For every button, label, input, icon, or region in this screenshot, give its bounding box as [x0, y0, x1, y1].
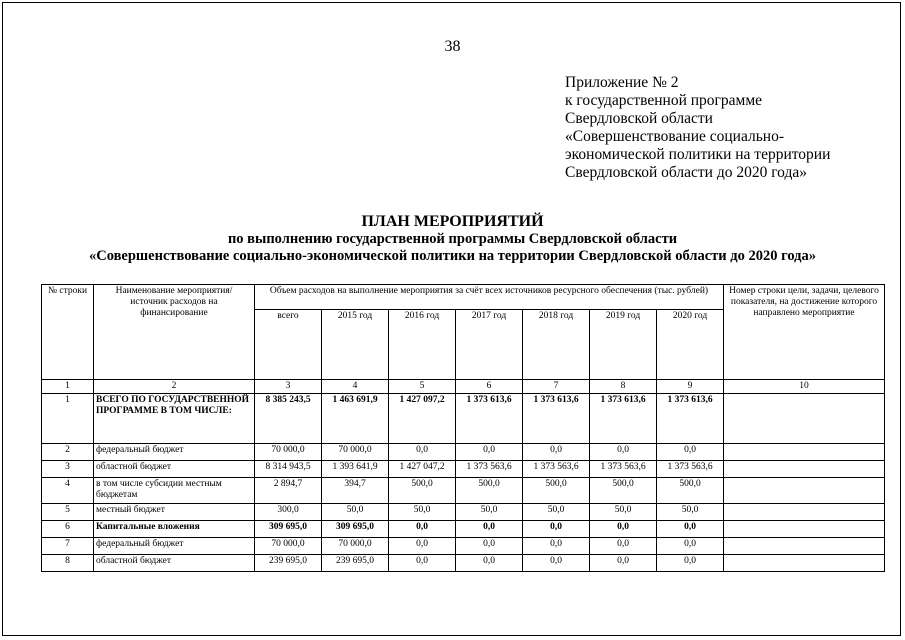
amount-cell-y2016: 500,0: [389, 478, 456, 504]
amount-cell-y2018: 0,0: [523, 555, 590, 572]
target-row-cell: [724, 504, 885, 521]
amount-cell-y2019: 0,0: [590, 538, 657, 555]
header-activity-name: Наименование мероприятия/ источник расходов на финансирование: [94, 285, 255, 380]
amount-cell-y2015: 50,0: [322, 504, 389, 521]
table-row: [42, 538, 885, 555]
title-subtitle: по выполнению государственной программы Свердловской области: [227, 231, 678, 247]
plan-table-body: [42, 394, 885, 572]
amount-cell-y2016: 1 427 047,2: [389, 461, 456, 478]
column-number: 2: [94, 380, 255, 394]
header-year-2018: 2018 год: [523, 310, 590, 380]
plan-table: [41, 284, 885, 572]
title-main: ПЛАН МЕРОПРИЯТИЙ: [361, 213, 544, 230]
row-number-cell: 7: [42, 538, 94, 555]
activity-name-cell: областной бюджет: [94, 461, 255, 478]
activity-name-cell: местный бюджет: [94, 504, 255, 521]
amount-cell-y2018: 0,0: [523, 521, 590, 538]
activity-name-cell: областной бюджет: [94, 555, 255, 572]
amount-cell-y2016: 0,0: [389, 444, 456, 461]
header-year-2015: 2015 год: [322, 310, 389, 380]
row-number-cell: 6: [42, 521, 94, 538]
target-row-cell: [724, 478, 885, 504]
amount-cell-y2020: 1 373 613,6: [657, 394, 724, 444]
appendix-line: Свердловской области: [565, 110, 713, 127]
header-year-2017: 2017 год: [456, 310, 523, 380]
amount-cell-y2015: 394,7: [322, 478, 389, 504]
row-number-cell: 3: [42, 461, 94, 478]
header-target-row: Номер строки цели, задачи, целевого показателя, на достижение которого направлено мероприятие: [724, 285, 885, 380]
activity-name-cell: в том числе субсидии местным бюджетам: [94, 478, 255, 504]
amount-cell-y2020: 500,0: [657, 478, 724, 504]
activity-name-cell: Капитальные вложения: [94, 521, 255, 538]
column-number: 7: [523, 380, 590, 394]
amount-cell-y2015: 70 000,0: [322, 538, 389, 555]
column-number: 10: [724, 380, 885, 394]
appendix-line: «Совершенствование социально-: [565, 128, 785, 145]
table-row: [42, 394, 885, 444]
amount-cell-y2019: 1 373 613,6: [590, 394, 657, 444]
column-number: 4: [322, 380, 389, 394]
amount-cell-y2018: 0,0: [523, 444, 590, 461]
amount-cell-y2017: 0,0: [456, 521, 523, 538]
amount-cell-y2019: 1 373 563,6: [590, 461, 657, 478]
target-row-cell: [724, 394, 885, 444]
amount-cell-y2020: 1 373 563,6: [657, 461, 724, 478]
appendix-note: [565, 74, 895, 182]
activity-name-cell: федеральный бюджет: [94, 538, 255, 555]
title-program: «Совершенствование социально-экономической политики на территории Свердловской области до 2020 года»: [88, 248, 817, 264]
amount-cell-y2017: 0,0: [456, 538, 523, 555]
amount-cell-y2016: 50,0: [389, 504, 456, 521]
header-year-2020: 2020 год: [657, 310, 724, 380]
amount-cell-y2018: 1 373 563,6: [523, 461, 590, 478]
appendix-line: Приложение № 2: [565, 74, 679, 91]
column-number: 1: [42, 380, 94, 394]
amount-cell-y2017: 1 373 613,6: [456, 394, 523, 444]
table-row: [42, 444, 885, 461]
appendix-line: экономической политики на территории: [565, 146, 831, 163]
target-row-cell: [724, 555, 885, 572]
header-year-2016: 2016 год: [389, 310, 456, 380]
column-number: 6: [456, 380, 523, 394]
amount-cell-y2018: 1 373 613,6: [523, 394, 590, 444]
amount-cell-y2020: 0,0: [657, 444, 724, 461]
activity-name-cell: федеральный бюджет: [94, 444, 255, 461]
header-total: всего: [255, 310, 322, 380]
header-expense-volume: Объем расходов на выполнение мероприятия за счёт всех источников ресурсного обеспечения (тыс. рублей): [255, 285, 724, 310]
amount-cell-y2017: 1 373 563,6: [456, 461, 523, 478]
amount-cell-y2015: 309 695,0: [322, 521, 389, 538]
row-number-cell: 2: [42, 444, 94, 461]
activity-name-cell: ВСЕГО ПО ГОСУДАРСТВЕННОЙ ПРОГРАММЕ В ТОМ ЧИСЛЕ:: [94, 394, 255, 444]
table-row: [42, 521, 885, 538]
target-row-cell: [724, 461, 885, 478]
amount-cell-total: 70 000,0: [255, 444, 322, 461]
amount-cell-total: 300,0: [255, 504, 322, 521]
appendix-line: Свердловской области до 2020 года»: [565, 164, 807, 181]
amount-cell-y2016: 0,0: [389, 555, 456, 572]
row-number-cell: 5: [42, 504, 94, 521]
amount-cell-total: 2 894,7: [255, 478, 322, 504]
amount-cell-y2020: 0,0: [657, 521, 724, 538]
column-number: 3: [255, 380, 322, 394]
amount-cell-y2020: 0,0: [657, 538, 724, 555]
amount-cell-y2017: 0,0: [456, 444, 523, 461]
amount-cell-y2019: 50,0: [590, 504, 657, 521]
target-row-cell: [724, 538, 885, 555]
amount-cell-y2017: 500,0: [456, 478, 523, 504]
row-number-cell: 1: [42, 394, 94, 444]
amount-cell-y2018: 500,0: [523, 478, 590, 504]
amount-cell-y2017: 50,0: [456, 504, 523, 521]
page-number: 38: [444, 38, 461, 55]
amount-cell-y2015: 70 000,0: [322, 444, 389, 461]
target-row-cell: [724, 521, 885, 538]
amount-cell-y2020: 50,0: [657, 504, 724, 521]
amount-cell-y2019: 500,0: [590, 478, 657, 504]
amount-cell-total: 309 695,0: [255, 521, 322, 538]
column-number: 5: [389, 380, 456, 394]
amount-cell-y2016: 0,0: [389, 521, 456, 538]
amount-cell-y2019: 0,0: [590, 521, 657, 538]
amount-cell-y2015: 1 463 691,9: [322, 394, 389, 444]
amount-cell-y2019: 0,0: [590, 444, 657, 461]
table-row: [42, 504, 885, 521]
amount-cell-y2020: 0,0: [657, 555, 724, 572]
table-row: [42, 461, 885, 478]
amount-cell-total: 239 695,0: [255, 555, 322, 572]
amount-cell-y2016: 0,0: [389, 538, 456, 555]
column-number: 9: [657, 380, 724, 394]
column-number: 8: [590, 380, 657, 394]
table-row: [42, 555, 885, 572]
header-row-number: № строки: [42, 285, 94, 380]
amount-cell-total: 70 000,0: [255, 538, 322, 555]
table-row: [42, 478, 885, 504]
amount-cell-y2018: 50,0: [523, 504, 590, 521]
header-year-2019: 2019 год: [590, 310, 657, 380]
amount-cell-y2017: 0,0: [456, 555, 523, 572]
amount-cell-y2018: 0,0: [523, 538, 590, 555]
column-number-row: [42, 380, 885, 394]
appendix-line: к государственной программе: [565, 92, 763, 109]
row-number-cell: 8: [42, 555, 94, 572]
amount-cell-y2016: 1 427 097,2: [389, 394, 456, 444]
amount-cell-total: 8 385 243,5: [255, 394, 322, 444]
row-number-cell: 4: [42, 478, 94, 504]
amount-cell-y2015: 239 695,0: [322, 555, 389, 572]
document-title: [0, 213, 905, 265]
amount-cell-y2019: 0,0: [590, 555, 657, 572]
amount-cell-total: 8 314 943,5: [255, 461, 322, 478]
amount-cell-y2015: 1 393 641,9: [322, 461, 389, 478]
target-row-cell: [724, 444, 885, 461]
